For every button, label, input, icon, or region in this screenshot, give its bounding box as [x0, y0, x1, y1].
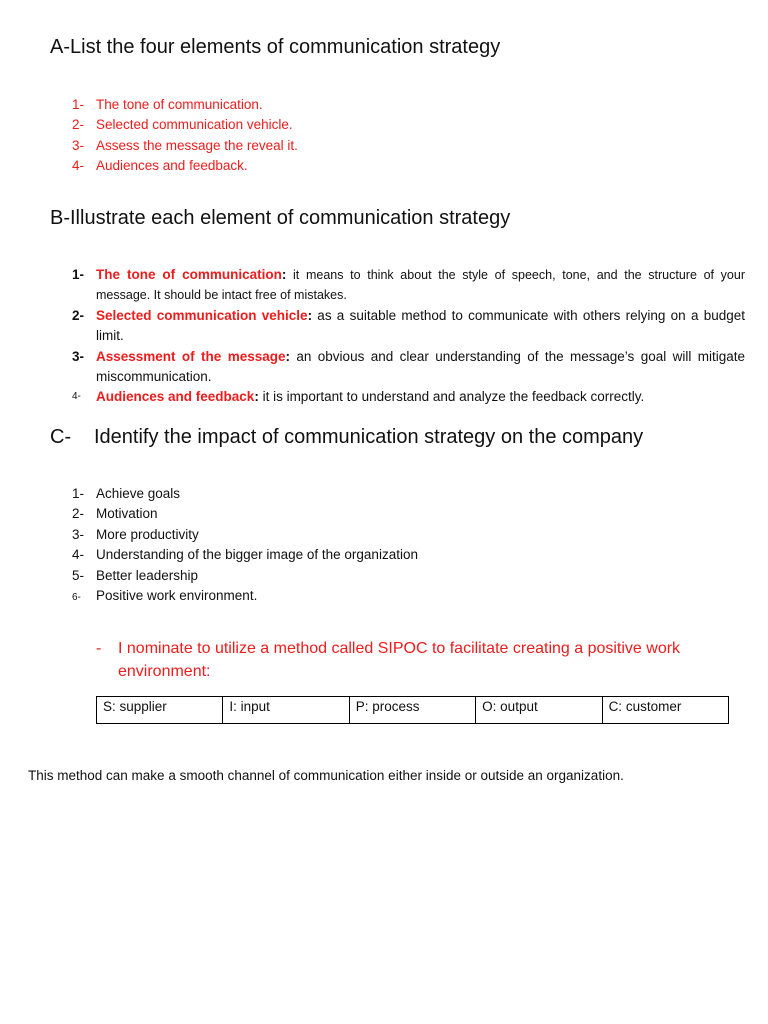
section-b-heading: [50, 207, 510, 230]
item-text: as a suitable method to communicate with others relying on a budget limit.: [96, 307, 745, 344]
table-cell-supplier: S: supplier: [97, 697, 223, 724]
list-item: [72, 306, 745, 347]
section-c-list: [72, 484, 418, 606]
item-body: [96, 347, 745, 388]
item-text: an obvious and clear understanding of the message’s goal will mitigate miscommunication.: [96, 348, 746, 385]
list-item: [72, 586, 418, 606]
closing-paragraph: This method can make a smooth channel of communication either inside or outside an organization.: [28, 767, 624, 783]
item-term: Audiences and feedback: [96, 389, 255, 405]
item-term: Selected communication vehicle: [96, 307, 308, 323]
section-a-title: List the four elements of communication strategy: [70, 36, 501, 58]
table-cell-process: P: process: [349, 697, 475, 724]
item-text: Selected communication vehicle.: [96, 117, 293, 133]
section-c-letter: C-: [50, 426, 72, 448]
bullet-dash: -: [96, 640, 102, 657]
item-number: 3-: [72, 526, 85, 542]
item-text: The tone of communication.: [96, 97, 263, 112]
item-number: 5-: [72, 567, 85, 583]
item-separator: :: [307, 307, 313, 323]
item-number: 2-: [72, 117, 85, 133]
item-text: Audiences and feedback.: [96, 158, 248, 174]
nomination-text: I nominate to utilize a method called SIPOC to facilitate creating a positive work environment:: [118, 640, 681, 680]
table-row: [97, 697, 729, 724]
item-number: 4-: [72, 547, 85, 563]
section-b-list: [72, 265, 745, 408]
table-cell-customer: C: customer: [602, 697, 728, 724]
list-item: [72, 504, 418, 524]
list-item: [72, 95, 298, 115]
item-number: 4-: [72, 391, 81, 403]
item-number: 6-: [72, 591, 81, 603]
section-b-letter: B-: [50, 207, 70, 229]
list-item: [72, 484, 418, 504]
section-a-list: [72, 95, 298, 177]
table-cell-output: O: output: [476, 697, 602, 724]
item-text: Achieve goals: [96, 486, 181, 501]
item-text: Understanding of the bigger image of the organization: [96, 547, 418, 563]
list-item: [72, 265, 745, 306]
item-term: The tone of communication: [96, 267, 282, 282]
item-number: 3-: [72, 348, 85, 364]
section-c-heading: [50, 426, 643, 449]
table-cell-input: I: input: [223, 697, 349, 724]
item-separator: :: [254, 389, 259, 405]
item-text: Better leadership: [96, 567, 199, 583]
list-item: [72, 566, 418, 586]
item-number: 2-: [72, 307, 85, 323]
item-separator: :: [285, 348, 290, 364]
item-number: 2-: [72, 506, 85, 522]
section-a-heading: [50, 36, 500, 59]
item-number: 1-: [72, 97, 85, 112]
item-number: 1-: [72, 267, 85, 282]
section-b-title: Illustrate each element of communication strategy: [70, 207, 511, 229]
list-item: [72, 136, 298, 156]
sipoc-table: [96, 696, 729, 724]
item-text: it means to think about the style of speech, tone, and the structure of your message. It should be intact free of mistakes.: [96, 268, 745, 303]
item-number: 1-: [72, 486, 85, 501]
item-text: Assess the message the reveal it.: [96, 137, 298, 153]
list-item: [72, 525, 418, 545]
section-c-title: Identify the impact of communication strategy on the company: [94, 426, 644, 448]
list-item: [72, 545, 418, 565]
section-a-letter: A-: [50, 36, 70, 58]
sipoc-nomination: [96, 637, 736, 683]
item-text: Positive work environment.: [96, 587, 258, 603]
item-text: More productivity: [96, 526, 199, 542]
list-item: [72, 115, 298, 135]
item-body: [96, 265, 745, 306]
item-number: 3-: [72, 137, 85, 153]
list-item: [72, 347, 745, 388]
item-term: Assessment of the message: [96, 348, 286, 364]
item-text: it is important to understand and analyze the feedback correctly.: [258, 389, 645, 405]
item-number: 4-: [72, 158, 85, 174]
item-body: [96, 306, 745, 347]
list-item: [72, 156, 298, 176]
list-item: [72, 387, 745, 407]
item-text: Motivation: [96, 506, 158, 522]
item-body: [96, 387, 745, 407]
item-separator: :: [281, 267, 287, 282]
